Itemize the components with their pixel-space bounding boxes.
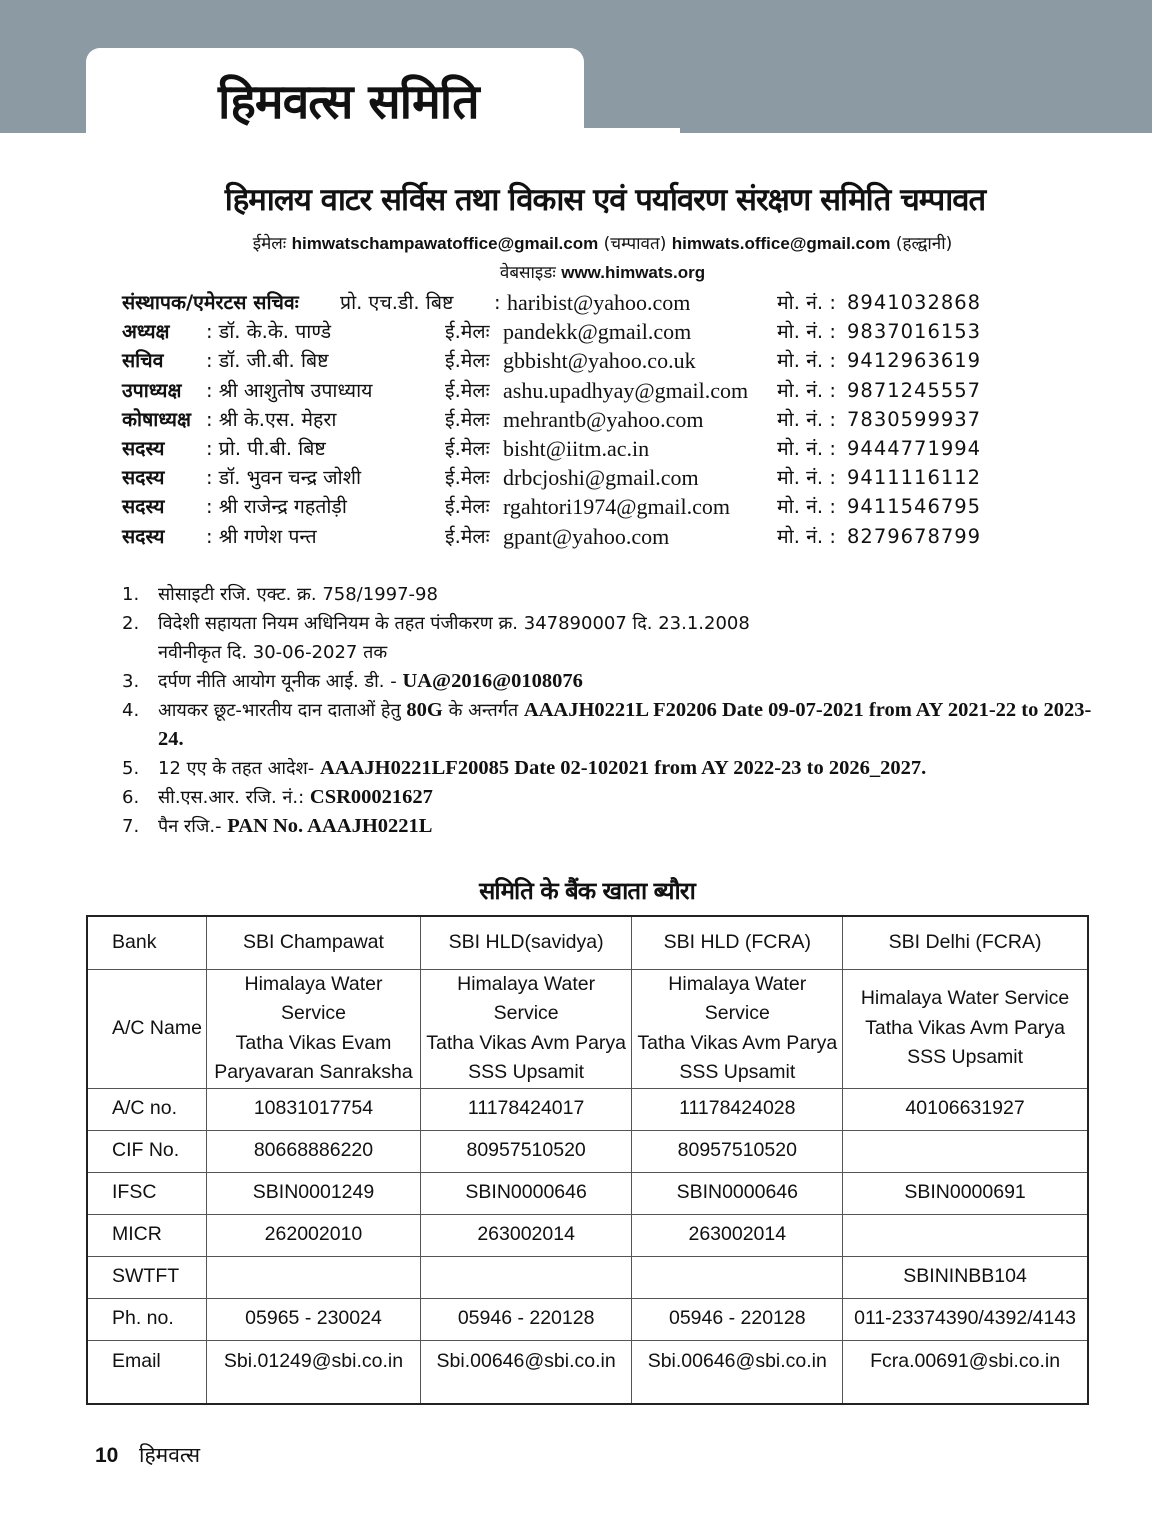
org-website-line [0, 260, 1152, 283]
note-item [122, 812, 1102, 841]
person-email[interactable]: gpant@yahoo.com [503, 523, 670, 549]
table-cell: 05965 - 230024 [207, 1298, 421, 1340]
page-title: हिमवत्स समिति [218, 74, 479, 130]
note-text: सोसाइटी रजि. एक्ट. क्र. 758/1997-98 [158, 584, 438, 605]
person-mobile: 9411116112 [847, 466, 982, 490]
table-cell [632, 1256, 843, 1298]
table-cell [207, 969, 421, 1088]
person-email[interactable]: rgahtori1974@gmail.com [503, 494, 730, 520]
mobile-label: मो. नं. : [777, 320, 836, 344]
org-website[interactable]: www.himwats.org [561, 263, 706, 282]
row-label: Email [87, 1340, 207, 1404]
note-number: 5. [122, 758, 140, 779]
person-role: सचिव [122, 349, 164, 373]
person-row [122, 434, 982, 463]
note-text-line2: नवीनीकृत दि. 30-06-2027 तक [158, 642, 388, 663]
note-text: के अन्तर्गत [442, 700, 524, 721]
note-text: दर्पण नीति आयोग यूनीक आई. डी. - [158, 671, 403, 692]
table-cell: 05946 - 220128 [632, 1298, 843, 1340]
person-row [122, 317, 982, 346]
bank-section-heading: समिति के बैंक खाता ब्यौरा [479, 877, 695, 905]
table-cell[interactable]: Sbi.01249@sbi.co.in [207, 1340, 421, 1404]
person-mobile: 7830599937 [847, 407, 982, 431]
table-cell [843, 1130, 1088, 1172]
table-cell: 262002010 [207, 1214, 421, 1256]
mobile-label: मो. नं. : [777, 436, 836, 460]
person-name: : श्री गणेश पन्त [206, 524, 317, 548]
email-label: ईमेलः [252, 234, 287, 254]
person-mobile: 8941032868 [847, 291, 982, 314]
person-row [122, 346, 982, 375]
page-footer [95, 1441, 200, 1469]
cell-line: Tatha Vikas Avm Parya [865, 1016, 1065, 1039]
person-role: सदस्य [122, 495, 165, 519]
table-cell: 10831017754 [207, 1088, 421, 1130]
person-email[interactable]: haribist@yahoo.com [507, 290, 691, 315]
row-label: Bank [87, 916, 207, 969]
table-cell [207, 1256, 421, 1298]
cell-line: SSS Upsamit [679, 1061, 796, 1083]
person-role: सदस्य [122, 436, 165, 460]
person-name: प्रो. एच.डी. बिष्ट [340, 291, 454, 314]
mobile-label: मो. नं. : [777, 466, 836, 490]
office-bearers-list [122, 288, 982, 551]
person-role: अध्यक्ष [122, 320, 170, 344]
table-cell[interactable]: Fcra.00691@sbi.co.in [843, 1340, 1088, 1404]
cell-line: Himalaya Water Service [244, 972, 383, 1024]
note-text: सी.एस.आर. रजि. नं.: [158, 787, 310, 808]
table-row [87, 1214, 1088, 1256]
row-label: CIF No. [87, 1130, 207, 1172]
person-role: उपाध्यक्ष [122, 378, 182, 402]
person-row [122, 463, 982, 492]
row-label: A/C no. [87, 1088, 207, 1130]
note-item [122, 696, 1102, 754]
row-label: MICR [87, 1214, 207, 1256]
note-number: 1. [122, 584, 140, 605]
table-cell [632, 969, 843, 1088]
note-bold-value: CSR00021627 [309, 786, 433, 808]
cell-line: Himalaya Water Service [668, 972, 807, 1024]
person-email[interactable]: gbbisht@yahoo.co.uk [503, 348, 696, 374]
row-label: SWTFT [87, 1256, 207, 1298]
mobile-label: मो. नं. : [777, 349, 836, 373]
mobile-label: मो. नं. : [777, 407, 836, 431]
row-label: IFSC [87, 1172, 207, 1214]
person-mobile: 9871245557 [847, 378, 982, 402]
table-row [87, 1172, 1088, 1214]
table-cell[interactable]: Sbi.00646@sbi.co.in [632, 1340, 843, 1404]
tab-connector [584, 128, 680, 133]
person-row [122, 405, 982, 434]
table-cell: 80957510520 [420, 1130, 632, 1172]
note-number: 4. [122, 700, 140, 721]
email-label: ई.मेलः [445, 407, 490, 431]
org-email-champawat[interactable]: himwatschampawatoffice@gmail.com [291, 234, 599, 253]
note-item [122, 754, 1102, 783]
table-cell: 80957510520 [632, 1130, 843, 1172]
email-label: : [494, 291, 501, 314]
table-cell: SBI HLD(savidya) [420, 916, 632, 969]
person-name: : प्रो. पी.बी. बिष्ट [206, 436, 326, 460]
table-cell [843, 969, 1088, 1088]
table-cell: SBI Champawat [207, 916, 421, 969]
person-email[interactable]: pandekk@gmail.com [503, 319, 692, 345]
note-item [122, 580, 1102, 609]
person-name: : डॉ. के.के. पाण्डे [206, 320, 332, 344]
table-cell: 80668886220 [207, 1130, 421, 1172]
note-number: 2. [122, 613, 140, 634]
note-text: पैन रजि.- [158, 816, 228, 837]
note-item [122, 667, 1102, 696]
note-bold-value: AAAJH0221L F20206 Date 09-07-2021 from AY 2021-22 to 2023-24. [158, 699, 1092, 750]
person-mobile: 9412963619 [847, 349, 982, 373]
table-cell: 263002014 [632, 1214, 843, 1256]
note-number: 6. [122, 787, 140, 808]
email-label: ई.मेलः [445, 495, 490, 519]
place-haldwani: (हल्द्वानी) [895, 234, 953, 254]
org-email-line [0, 231, 1152, 254]
row-label: Ph. no. [87, 1298, 207, 1340]
email-label: ई.मेलः [445, 524, 490, 548]
table-cell [843, 1214, 1088, 1256]
table-cell: 40106631927 [843, 1088, 1088, 1130]
mobile-label: मो. नं. : [777, 495, 836, 519]
email-label: ई.मेलः [445, 349, 490, 373]
mobile-label: मो. नं. : [777, 524, 836, 548]
person-row [122, 522, 982, 551]
note-bold-value: 80G [406, 699, 443, 721]
table-row [87, 969, 1088, 1088]
table-row [87, 1088, 1088, 1130]
person-name: : डॉ. भुवन चन्द्र जोशी [206, 466, 362, 490]
table-row [87, 1298, 1088, 1340]
person-name: : श्री आशुतोष उपाध्याय [206, 378, 373, 402]
table-cell: SBININBB104 [843, 1256, 1088, 1298]
table-cell: SBIN0001249 [207, 1172, 421, 1214]
person-email[interactable]: bisht@iitm.ac.in [503, 435, 650, 461]
note-item [122, 609, 1102, 667]
cell-line: Tatha Vikas Avm Parya [637, 1031, 838, 1054]
mobile-label: मो. नं. : [777, 291, 836, 314]
registration-notes [122, 580, 1102, 841]
person-email[interactable]: drbcjoshi@gmail.com [503, 465, 699, 491]
person-email[interactable]: mehrantb@yahoo.com [503, 406, 704, 432]
place-champawat: (चम्पावत) [603, 234, 667, 254]
cell-line: Himalaya Water Service [860, 987, 1070, 1010]
table-row [87, 916, 1088, 969]
person-mobile: 9411546795 [847, 495, 982, 519]
title-tab [86, 48, 584, 143]
person-role: कोषाध्यक्ष [122, 407, 191, 431]
note-bold-value: AAAJH0221LF20085 Date 02-102021 from AY 2022-23 to 2026_2027. [320, 757, 927, 779]
cell-line: Paryavaran Sanraksha [214, 1061, 413, 1083]
table-cell [420, 1256, 632, 1298]
cell-line: Tatha Vikas Avm Parya [426, 1031, 627, 1054]
person-row [122, 288, 982, 317]
note-number: 7. [122, 816, 140, 837]
person-role: सदस्य [122, 524, 165, 548]
table-cell: 11178424017 [420, 1088, 632, 1130]
email-label: ई.मेलः [445, 466, 490, 490]
person-mobile: 9837016153 [847, 320, 982, 344]
table-cell [420, 969, 632, 1088]
row-label: A/C Name [87, 969, 207, 1088]
cell-line: SSS Upsamit [907, 1046, 1024, 1069]
person-email[interactable]: ashu.upadhyay@gmail.com [503, 377, 749, 403]
person-mobile: 8279678799 [847, 524, 982, 548]
website-label: वेबसाइडः [499, 263, 556, 283]
table-cell: 263002014 [420, 1214, 632, 1256]
table-cell[interactable]: Sbi.00646@sbi.co.in [420, 1340, 632, 1404]
person-row [122, 492, 982, 521]
cell-line: SSS Upsamit [468, 1061, 585, 1083]
table-cell: SBI Delhi (FCRA) [843, 916, 1088, 969]
note-bold-value: UA@2016@0108076 [402, 670, 583, 692]
note-text: आयकर छूट-भारतीय दान दाताओं हेतु [158, 700, 407, 721]
table-cell: 011-23374390/4392/4143 [843, 1298, 1088, 1340]
table-cell: 05946 - 220128 [420, 1298, 632, 1340]
person-role: सदस्य [122, 466, 165, 490]
org-email-haldwani[interactable]: himwats.office@gmail.com [671, 234, 891, 253]
mobile-label: मो. नं. : [777, 378, 836, 402]
magazine-name: हिमवत्स [139, 1443, 201, 1467]
table-cell: SBIN0000646 [632, 1172, 843, 1214]
table-cell: 11178424028 [632, 1088, 843, 1130]
table-row [87, 1256, 1088, 1298]
person-row [122, 376, 982, 405]
note-number: 3. [122, 671, 140, 692]
person-mobile: 9444771994 [847, 436, 982, 460]
cell-line: Tatha Vikas Evam [235, 1031, 392, 1054]
note-text: विदेशी सहायता नियम अधिनियम के तहत पंजीकरण क्र. 347890007 दि. 23.1.2008 [158, 613, 750, 634]
person-role: संस्थापक/एमेरटस सचिवः [122, 291, 299, 314]
bank-details-table [86, 915, 1089, 1405]
person-name: : डॉ. जी.बी. बिष्ट [206, 349, 329, 373]
email-label: ई.मेलः [445, 378, 490, 402]
person-name: : श्री राजेन्द्र गहतोड़ी [206, 495, 347, 519]
person-name: : श्री के.एस. मेहरा [206, 407, 337, 431]
table-cell: SBI HLD (FCRA) [632, 916, 843, 969]
page-number: 10 [95, 1444, 119, 1467]
note-bold-value: PAN No. AAAJH0221L [227, 815, 433, 837]
organization-name: हिमालय वाटर सर्विस तथा विकास एवं पर्यावरण संरक्षण समिति चम्पावत [224, 182, 986, 218]
note-text: 12 एए के तहत आदेश- [158, 758, 321, 779]
note-item [122, 783, 1102, 812]
email-label: ई.मेलः [445, 436, 490, 460]
email-label: ई.मेलः [445, 320, 490, 344]
table-row [87, 1130, 1088, 1172]
table-row [87, 1340, 1088, 1404]
table-cell: SBIN0000691 [843, 1172, 1088, 1214]
cell-line: Himalaya Water Service [457, 972, 596, 1024]
table-cell: SBIN0000646 [420, 1172, 632, 1214]
